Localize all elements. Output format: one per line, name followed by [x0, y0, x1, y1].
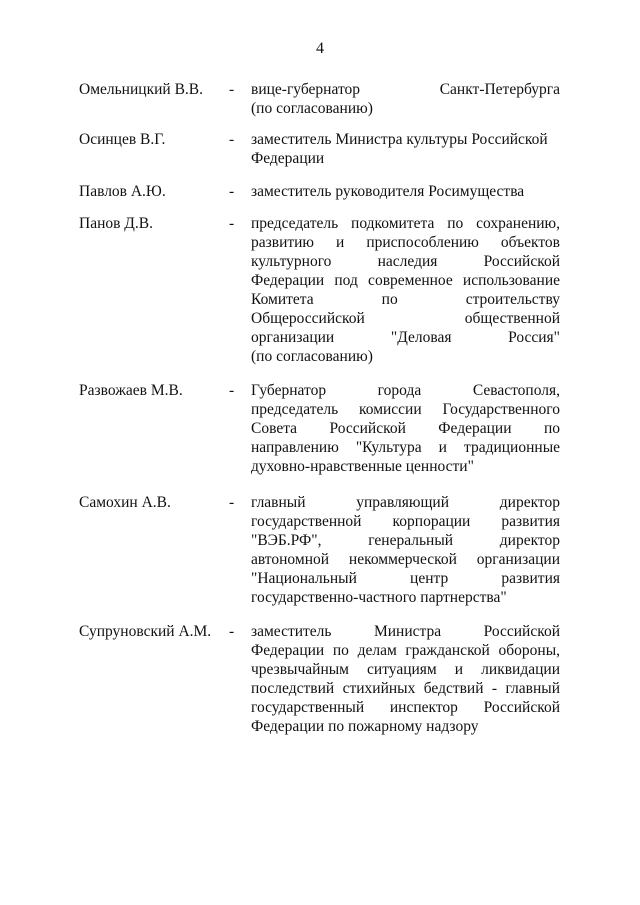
member-entry [0, 130, 640, 182]
role-line: "Национальный центр развития [251, 570, 560, 587]
role-line: заместитель Министра культуры Российской [251, 131, 548, 148]
member-name: Омельницкий В.В. [79, 81, 203, 98]
member-name: Самохин А.В. [79, 494, 171, 511]
member-entry [0, 622, 640, 742]
role-line: вице-губернатор Санкт-Петербурга [251, 81, 560, 98]
role-line: Совета Российской Федерации по [251, 420, 560, 437]
entry-dash: - [229, 382, 235, 399]
role-line: государственной корпорации развития [251, 513, 560, 530]
role-line: автономной некоммерческой организации [251, 551, 560, 568]
member-list [0, 80, 640, 742]
role-line: (по согласованию) [251, 348, 373, 365]
member-role [251, 80, 560, 118]
role-line: Общероссийской общественной [251, 310, 560, 327]
entry-dash: - [229, 623, 235, 640]
role-line: чрезвычайным ситуациям и ликвидации [251, 661, 560, 678]
member-entry [0, 182, 640, 214]
member-role [251, 622, 560, 736]
role-line: духовно-нравственные ценности" [251, 458, 474, 475]
entry-dash: - [229, 215, 235, 232]
role-line: "ВЭБ.РФ", генеральный директор [251, 532, 560, 549]
entry-dash: - [229, 81, 235, 98]
member-entry [0, 493, 640, 622]
member-entry [0, 214, 640, 381]
role-line: Федерации под современное использование [251, 272, 560, 289]
role-line: Комитета по строительству [251, 291, 560, 308]
entry-dash: - [229, 494, 235, 511]
entry-dash: - [229, 131, 235, 148]
role-line: заместитель Министра Российской [251, 623, 560, 640]
member-name: Панов Д.В. [79, 215, 153, 232]
member-name: Павлов А.Ю. [79, 183, 166, 200]
role-line: заместитель руководителя Росимущества [251, 183, 525, 200]
role-line: (по согласованию) [251, 100, 373, 117]
role-line: председатель комиссии Государственного [251, 401, 560, 418]
member-role [251, 214, 560, 366]
page-number: 4 [316, 40, 324, 57]
member-name: Развожаев М.В. [79, 382, 183, 399]
role-line: развитию и приспособлению объектов [251, 234, 560, 251]
member-entry [0, 381, 640, 493]
role-line: последствий стихийных бедствий - главный [251, 680, 560, 697]
role-line: организации "Деловая Россия" [251, 329, 560, 346]
member-name: Осинцев В.Г. [79, 131, 166, 148]
role-line: государственный инспектор Российской [251, 699, 560, 716]
member-role [251, 182, 560, 201]
entry-dash: - [229, 183, 235, 200]
role-line: председатель подкомитета по сохранению, [251, 215, 560, 232]
member-role [251, 493, 560, 607]
role-line: Губернатор города Севастополя, [251, 382, 560, 399]
role-line: государственно-частного партнерства" [251, 589, 507, 606]
role-line: главный управляющий директор [251, 494, 560, 511]
role-line: Федерации по делам гражданской обороны, [251, 642, 560, 659]
role-line: направлению "Культура и традиционные [251, 439, 560, 456]
member-role [251, 381, 560, 476]
role-line: Федерации по пожарному надзору [251, 718, 479, 735]
member-entry [0, 80, 640, 130]
role-line: Федерации [251, 150, 325, 167]
member-name: Супруновский А.М. [79, 623, 212, 640]
role-line: культурного наследия Российской [251, 253, 560, 270]
member-role [251, 130, 560, 168]
